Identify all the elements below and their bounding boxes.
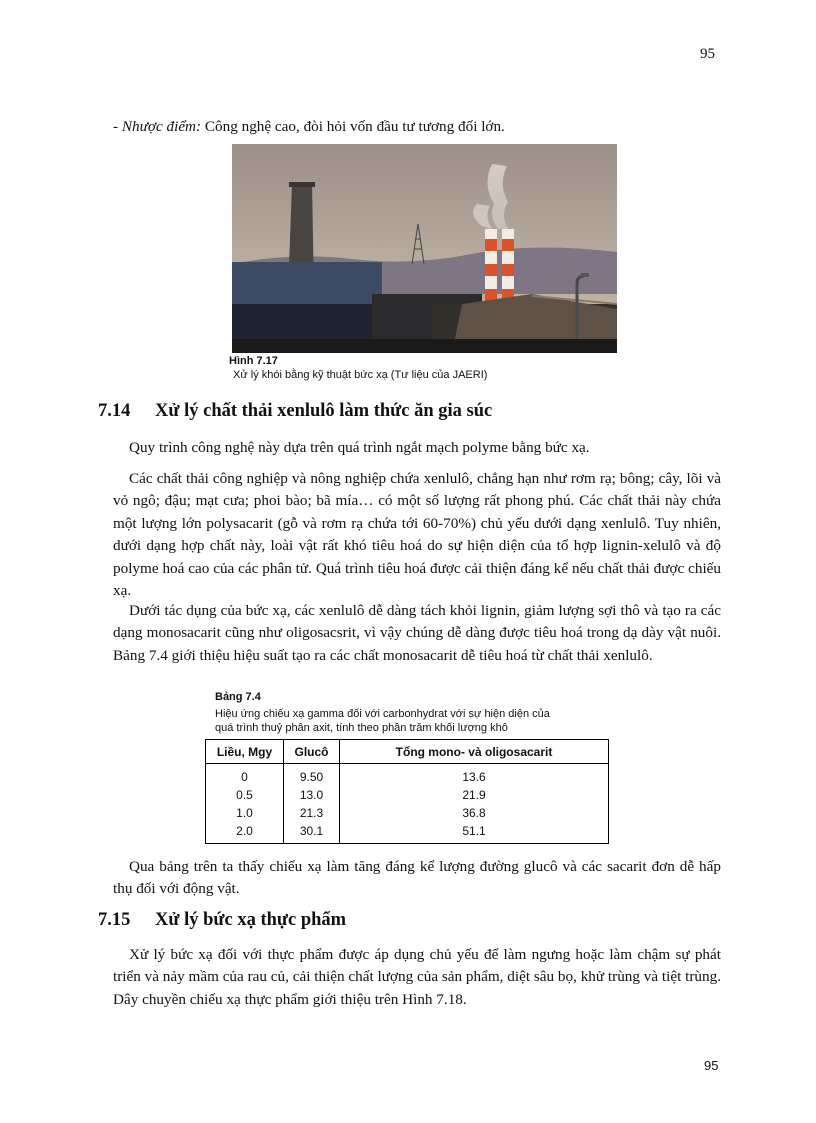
page-number-bottom: 95 xyxy=(704,1058,719,1073)
table-caption-line-2: quá trình thuỷ phân axit, tính theo phần trăm khối lượng khô xyxy=(215,722,508,734)
figure-caption: Xử lý khói bằng kỹ thuật bức xạ (Tư liệu của JAERI) xyxy=(233,369,488,381)
table-header-row xyxy=(206,740,609,764)
table-cell: 13.0 xyxy=(284,786,340,804)
table-caption xyxy=(215,707,550,735)
paragraph-7-14-3: Dưới tác dụng của bức xạ, các xenlulô dễ dàng tách khỏi lignin, giảm lượng sợi thô và tạo ra các dạng monosacarit cũng như oligosacsrit, vì vậy chúng dễ dàng được tiêu hoá trong dạ dày vật nuôi. Bảng 7.4 giới thiệu hiệu suất tạo ra các chất monosacarit dễ tiêu hoá từ chất thải xenlulô. xyxy=(113,602,721,664)
disadvantage-label: - Nhược điểm: xyxy=(113,118,202,135)
data-table xyxy=(205,739,609,844)
section-7-15-title: Xử lý bức xạ thực phẩm xyxy=(155,910,347,930)
section-7-15-heading xyxy=(98,910,346,931)
table-cell: 9.50 xyxy=(284,764,340,787)
table-cell: 2.0 xyxy=(206,822,284,844)
figure-label: Hình 7.17 xyxy=(229,355,278,367)
table-cell: 13.6 xyxy=(340,764,609,787)
table-caption-line-1: Hiệu ứng chiếu xạ gamma đối với carbonhydrat với sự hiện diện của xyxy=(215,708,550,720)
paragraph-7-14-1: Quy trình công nghệ này dựa trên quá trình ngắt mạch polyme bằng bức xạ. xyxy=(129,439,590,456)
table-cell: 51.1 xyxy=(340,822,609,844)
disadvantage-text: Công nghệ cao, đòi hỏi vốn đầu tư tương đối lớn. xyxy=(201,118,505,135)
section-7-14-number: 7.14 xyxy=(98,401,131,421)
table-row xyxy=(206,804,609,822)
figure-photo-smokestacks xyxy=(232,144,617,353)
disadvantage-line xyxy=(113,116,733,138)
section-7-14-title: Xử lý chất thải xenlulô làm thức ăn gia súc xyxy=(155,401,493,421)
table-cell: 0 xyxy=(206,764,284,787)
header-total: Tổng mono- và oligosacarit xyxy=(340,740,609,764)
table-cell: 30.1 xyxy=(284,822,340,844)
header-dose: Liều, Mgy xyxy=(206,740,284,764)
table-cell: 36.8 xyxy=(340,804,609,822)
striped-chimney-left xyxy=(485,229,497,309)
page-number-top: 95 xyxy=(700,46,715,62)
section-7-15-number: 7.15 xyxy=(98,910,131,930)
table-label: Bảng 7.4 xyxy=(215,691,261,703)
table-cell: 1.0 xyxy=(206,804,284,822)
paragraph-7-14-4: Qua bảng trên ta thấy chiếu xạ làm tăng đáng kể lượng đường glucô và các sacarit đơn dễ hấp thụ đối với động vật. xyxy=(113,858,721,898)
table-cell: 21.9 xyxy=(340,786,609,804)
table-row xyxy=(206,764,609,787)
section-7-14-heading xyxy=(98,401,492,422)
table-cell: 0.5 xyxy=(206,786,284,804)
paragraph-7-14-2: Các chất thải công nghiệp và nông nghiệp chứa xenlulô, chẳng hạn như rơm rạ; bông; cây, lõi và vỏ ngô; đậu; mạt cưa; phoi bào; bã mía… có một số lượng rất phong phú. Các chất thải này chứa một lượng lớn polysacarit (gỗ và rơm rạ chứa tới 60-70%) chủ yếu dưới dạng xenlulô. Tuy nhiên, dưới dạng hợp chất này, loài vật rất khó tiêu hoá do sự hiện diện của tổ hợp lignin-xelulô và độ polyme hoá cao của các phân tử. Quá trình tiêu hoá được cải thiện đáng kể nếu chất thải được chiếu xạ. xyxy=(113,470,721,600)
header-glucose: Glucô xyxy=(284,740,340,764)
table-cell: 21.3 xyxy=(284,804,340,822)
table-row xyxy=(206,786,609,804)
table-row xyxy=(206,822,609,844)
paragraph-7-15-1: Xử lý bức xạ đối với thực phẩm được áp dụng chủ yếu để làm ngưng hoặc làm chậm sự phát triển và nảy mầm của rau củ, cải thiện chất lượng của sản phẩm, diệt sâu bọ, khử trùng và tiệt trùng. Dây chuyền chiếu xạ thực phẩm giới thiệu trên Hình 7.18. xyxy=(113,946,721,1008)
